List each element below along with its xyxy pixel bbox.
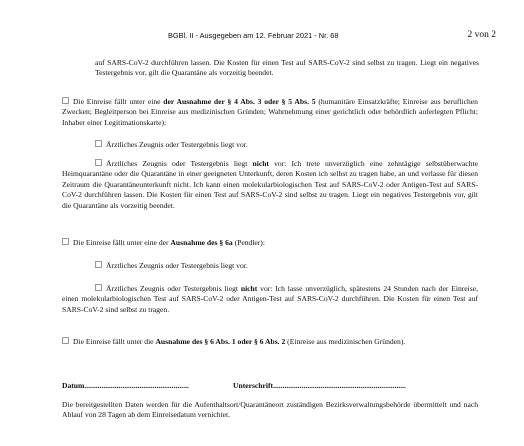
section1-pre: Die Einreise fällt unter eine [73,97,164,106]
section2-pre: Die Einreise fällt unter eine der [73,238,171,247]
section2-opt2-bold: nicht [240,284,258,293]
intro-paragraph [95,58,479,79]
section3-post: (Einreise aus medizinischen Gründen). [285,337,406,346]
checkbox-section2-certificate[interactable] [95,261,102,268]
section3-pre: Die Einreise fällt unter die [73,337,156,346]
signature-field[interactable]: Unterschrift...................................................................... [233,381,406,390]
section1-bold: der Ausnahme der § 4 Abs. 3 oder § 5 Abs. 5 [163,97,316,106]
footer-notice [62,400,478,421]
section1-opt2-pre: Ärztliches Zeugnis oder Testergebnis liegt [106,159,253,168]
date-field[interactable]: Datum....................................................... [62,381,189,390]
checkbox-section-6a[interactable] [62,238,69,245]
checkbox-section-4-5[interactable] [62,97,69,104]
section2-bold: Ausnahme des § 6a [170,238,233,247]
section2-opt2-pre: Ärztliches Zeugnis oder Testergebnis liegt [106,284,241,293]
section1-option-certificate [95,140,479,150]
section1-opt2-post: vor: Ich trete unverzüglich eine zehntägige selbstüberwachte Heimquarantäne oder die Quarantäne in einer geeigneten Unterkunft, deren Kosten ich selbst zu tragen habe, an und verlasse für diesen Zeitraum die Quarantäneunterkunft nicht. Ich kann einen molekularbiologischen Test auf SARS-CoV-2 oder Antigen-Test auf SARS-CoV-2 durchführen lassen. Die Kosten für einen Test auf SARS-CoV-2 sind selbst zu tragen. Liegt ein negatives Testergebnis vor, gilt die Quarantäne als vorzeitig beendet. [62,159,478,210]
section1-opt2-bold: nicht [252,159,269,168]
section2-opt1-text: Ärztliches Zeugnis oder Testergebnis liegt vor. [106,261,248,270]
page-number: 2 von 2 [467,30,496,40]
section3-bold: Ausnahme des § 6 Abs. 1 oder § 6 Abs. 2 [155,337,286,346]
section1-option-no-certificate [62,159,478,211]
section-6-medical-exception [62,337,478,347]
section2-option-certificate [95,261,479,271]
section1-post: (humanitäre Einsatzkräfte; Einreise aus beruflichen Zwecken; Begleitperson bei Einreise aus medizinischen Gründen; Wahrnehmung einer gerichtlich oder behördlich auferlegten Pflicht; Inhaber einer Legitimationskarte): [62,97,478,127]
header-title: BGBl. II - Ausgegeben am 12. Februar 2021 - Nr. 68 [168,31,339,40]
footer-text: Die bereitgestellten Daten werden für die Aufenthaltsort/Quarantäneort zuständigen Bezirksverwaltungsbehörde übermittelt und nach Ablauf von 28 Tagen ab dem Einreisedatum vernichtet. [62,400,478,420]
checkbox-section1-certificate[interactable] [95,140,102,147]
checkbox-section1-no-certificate[interactable] [95,159,102,166]
section2-option-no-certificate [62,284,478,315]
intro-text: auf SARS-CoV-2 durchführen lassen. Die Kosten für einen Test auf SARS-CoV-2 sind selbst zu tragen. Liegt ein negatives Testergebnis vor, gilt die Quarantäne als vorzeitig beendet. [95,58,479,78]
section2-post: (Pendler): [232,238,265,247]
section-4-5-exception [62,97,478,128]
checkbox-section-6[interactable] [62,337,69,344]
page-header [0,31,524,45]
checkbox-section2-no-certificate[interactable] [95,284,102,291]
section1-opt1-text: Ärztliches Zeugnis oder Testergebnis liegt vor. [106,140,248,149]
section2-opt2-post: vor: Ich lasse unverzüglich, spätestens 24 Stunden nach der Einreise, einen molekularbiologischen Test auf SARS-CoV-2 oder Antigen-Test auf SARS-CoV-2 durchführen. Die Kosten für einen Test auf SARS-CoV-2 sind selbst zu tragen. [62,284,478,314]
section-6a-exception [62,238,478,248]
